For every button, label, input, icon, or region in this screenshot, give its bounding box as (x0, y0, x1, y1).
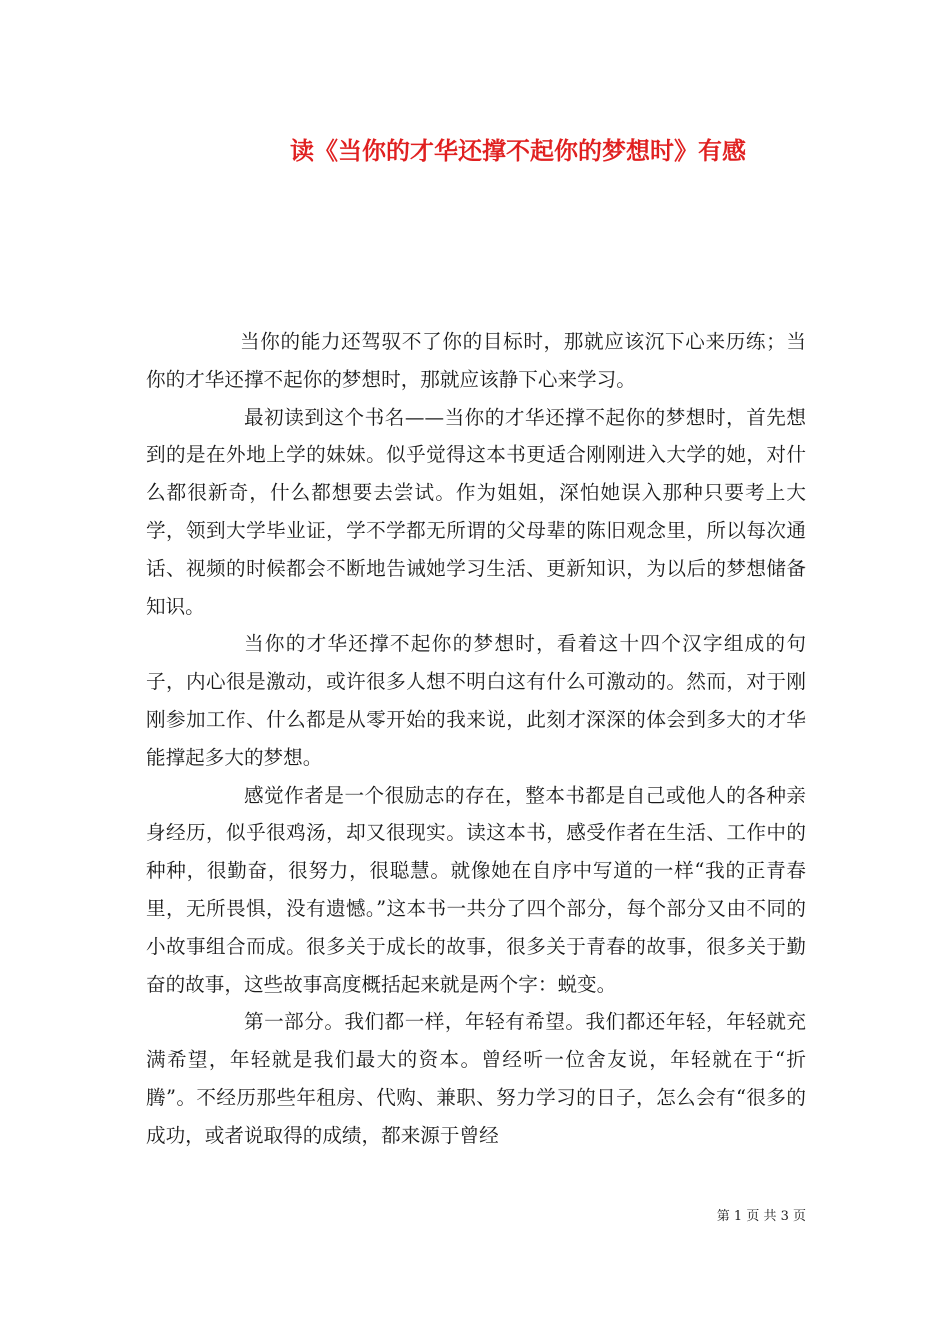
paragraph-3: 当你的才华还撑不起你的梦想时，看着这十四个汉字组成的句子，内心很是激动，或许很多人想不明白这有什么可激动的。然而，对于刚刚参加工作、什么都是从零开始的我来说，此刻才深深的体会到多大的才华能撑起多大的梦想。 (146, 632, 806, 769)
paragraph-5: 第一部分。我们都一样，年轻有希望。我们都还年轻，年轻就充满希望，年轻就是我们最大的资本。曾经听一位舍友说，年轻就在于“折腾”。不经历那些年租房、代购、兼职、努力学习的日子，怎么会有“很多的成功，或者说取得的成绩，都来源于曾经 (146, 1010, 806, 1147)
paragraph-4: 感觉作者是一个很励志的存在，整本书都是自己或他人的各种亲身经历，似乎很鸡汤，却又很现实。读这本书，感受作者在生活、工作中的种种，很勤奋，很努力，很聪慧。就像她在自序中写道的一样“我的正青春里，无所畏惧，没有遗憾。”这本书一共分了四个部分，每个部分又由不同的小故事组合而成。很多关于成长的故事，很多关于青春的故事，很多关于勤奋的故事，这些故事高度概括起来就是两个字：蜕变。 (146, 783, 806, 996)
paragraph-1: 当你的能力还驾驭不了你的目标时，那就应该沉下心来历练；当你的才华还撑不起你的梦想时，那就应该静下心来学习。 (146, 330, 806, 391)
document-body (146, 323, 806, 1155)
paragraph-2: 最初读到这个书名——当你的才华还撑不起你的梦想时，首先想到的是在外地上学的妹妹。似乎觉得这本书更适合刚刚进入大学的她，对什么都很新奇，什么都想要去尝试。作为姐姐，深怕她误入那种只要考上大学，领到大学毕业证，学不学都无所谓的父母辈的陈旧观念里，所以每次通话、视频的时候都会不断地告诫她学习生活、更新知识，为以后的梦想储备知识。 (146, 405, 806, 618)
document-title: 读《当你的才华还撑不起你的梦想时》有感 (290, 136, 746, 165)
page-number-footer: 第 1 页 共 3 页 (716, 1209, 806, 1224)
